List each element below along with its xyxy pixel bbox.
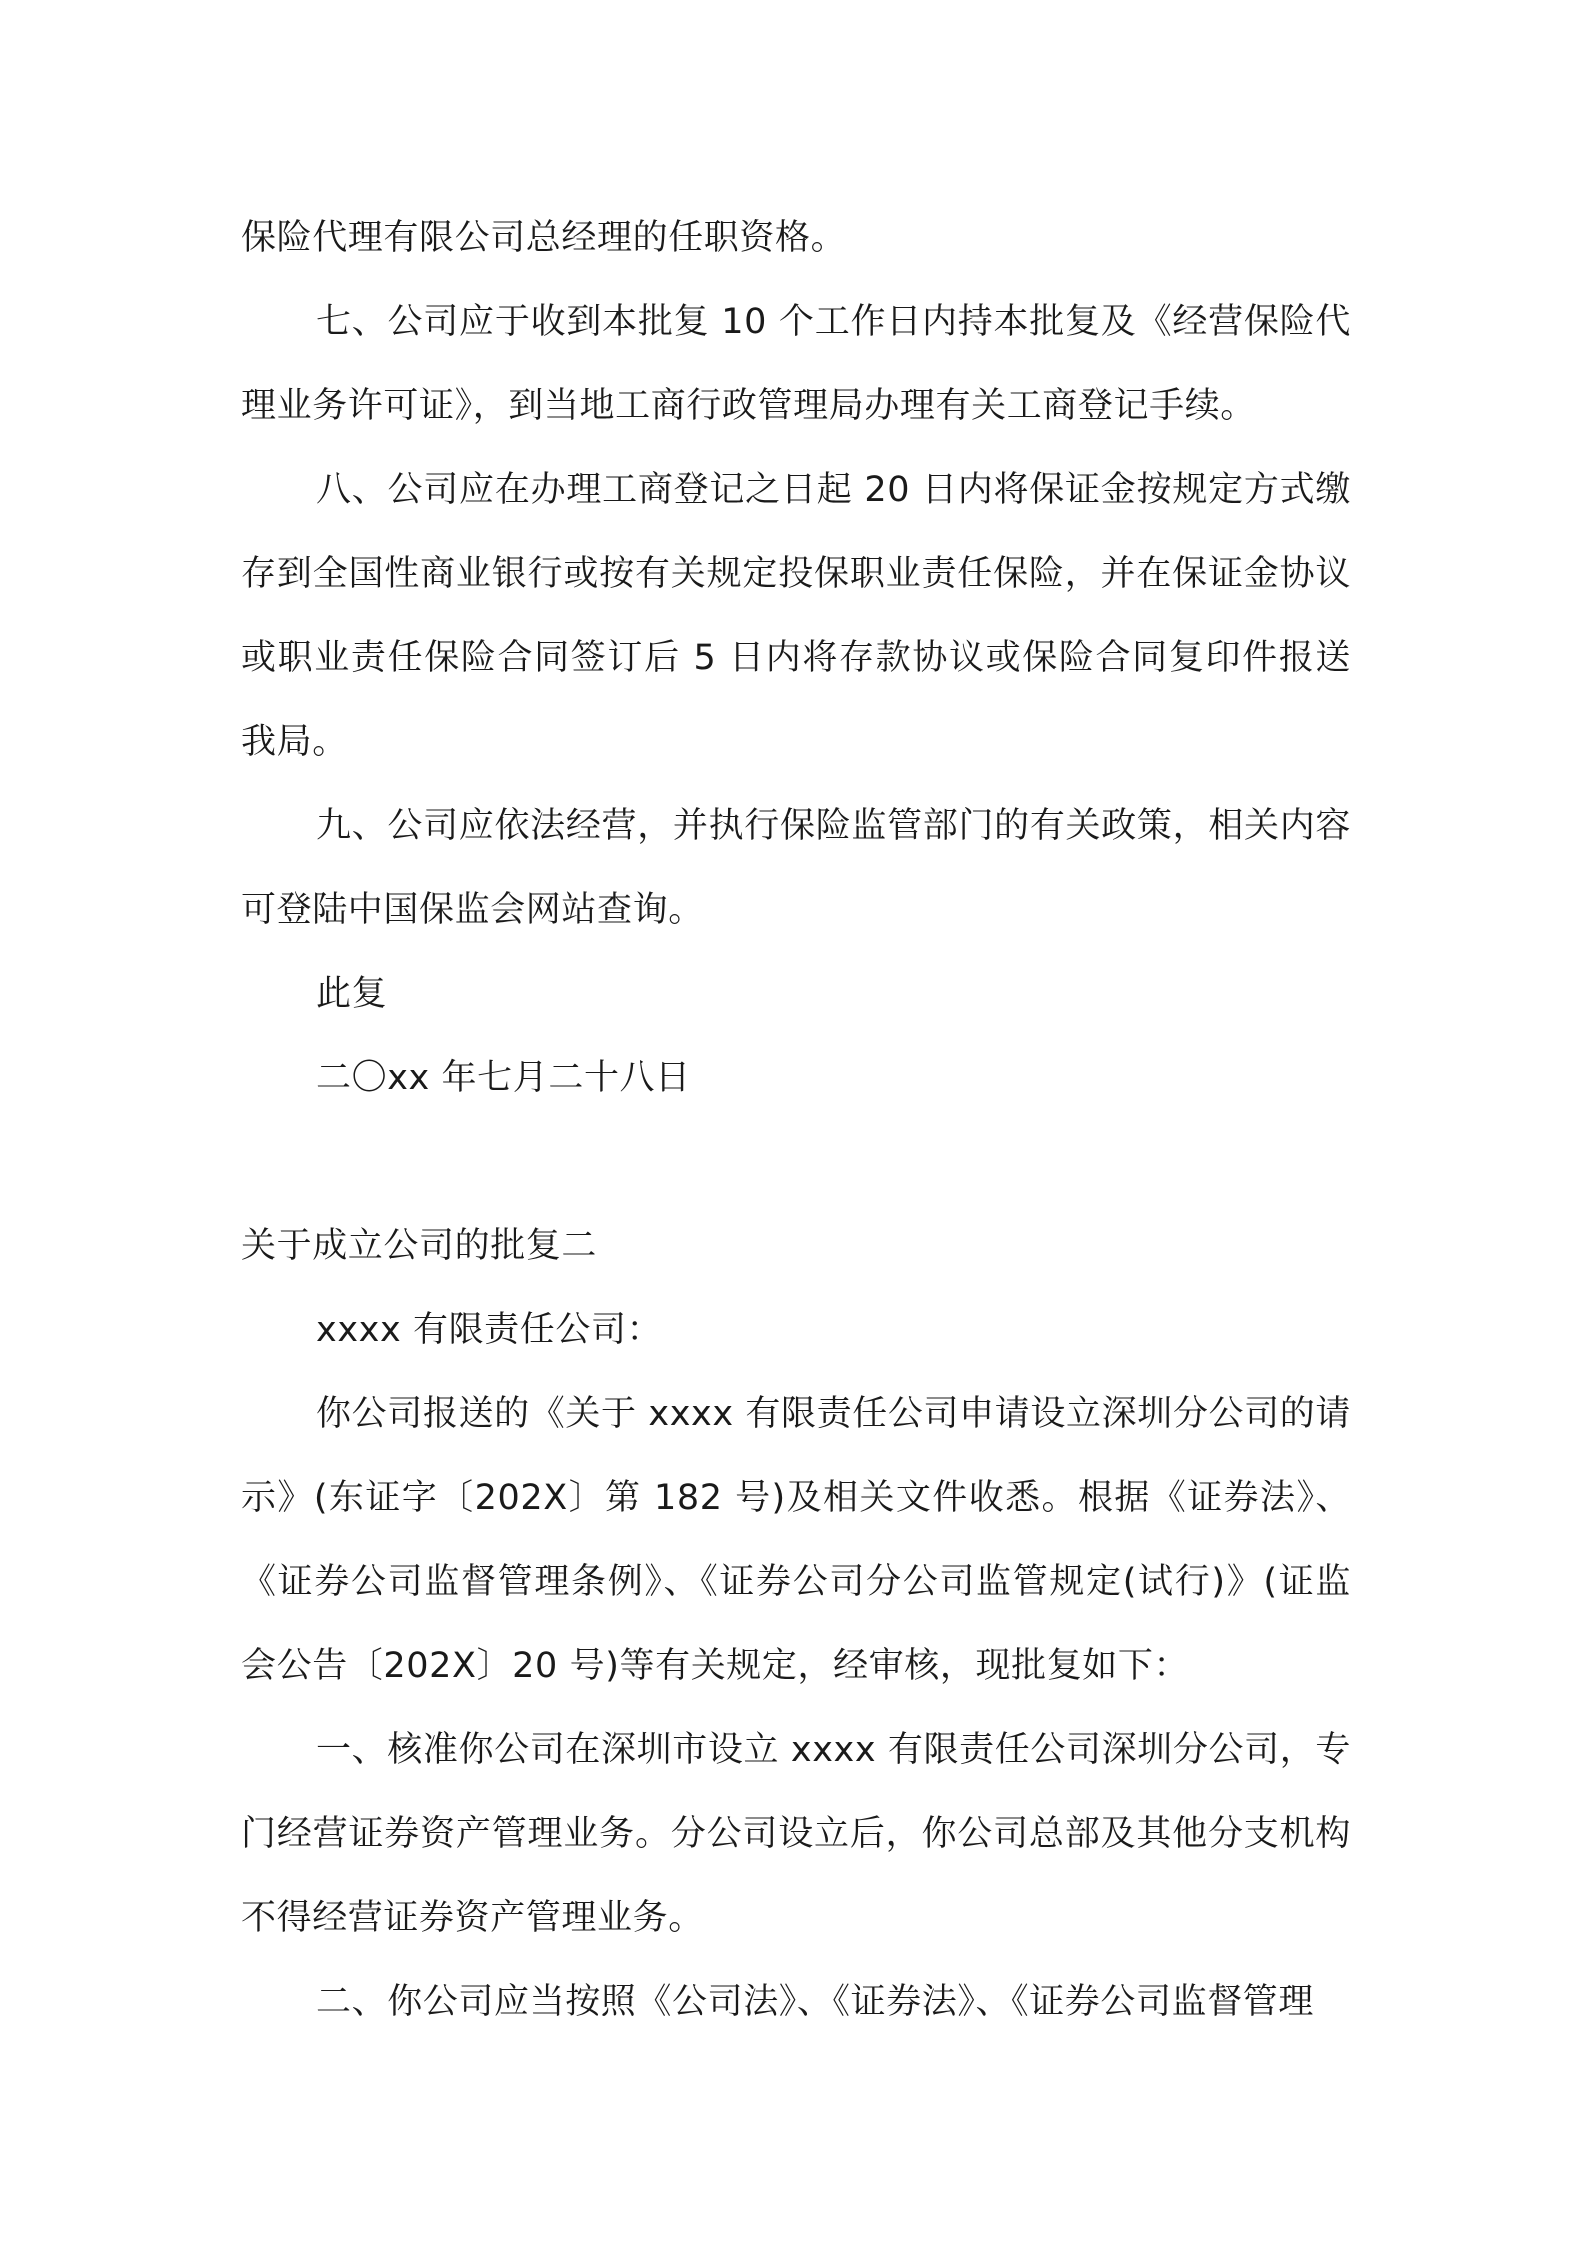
paragraph-intro: 你公司报送的《关于 xxxx 有限责任公司申请设立深圳分公司的请示》(东证字〔202X〕第 182 号)及相关文件收悉。根据《证券法》、《证券公司监督管理条例》、《证券公司分公司监管规定(试行)》(证监会公告〔202X〕20 号)等有关规定，经审核，现批复如下： bbox=[241, 1394, 1351, 1686]
addressee: xxxx 有限责任公司： bbox=[316, 1310, 663, 1350]
section-spacer bbox=[241, 1120, 1351, 1204]
closing-reply: 此复 bbox=[316, 974, 388, 1014]
paragraph-item-8: 八、公司应在办理工商登记之日起 20 日内将保证金按规定方式缴存到全国性商业银行或按有关规定投保职业责任保险，并在保证金协议或职业责任保险合同签订后 5 日内将存款协议或保险合同复印件报送我局。 bbox=[241, 470, 1351, 762]
document-body bbox=[241, 196, 1351, 2044]
paragraph-item-7: 七、公司应于收到本批复 10 个工作日内持本批复及《经营保险代理业务许可证》，到当地工商行政管理局办理有关工商登记手续。 bbox=[241, 302, 1351, 426]
section-title: 关于成立公司的批复二 bbox=[241, 1226, 598, 1266]
paragraph-item-2: 二、你公司应当按照《公司法》、《证券法》、《证券公司监督管理 bbox=[316, 1982, 1315, 2022]
paragraph-1: 保险代理有限公司总经理的任职资格。 bbox=[241, 218, 847, 258]
paragraph-item-9: 九、公司应依法经营，并执行保险监管部门的有关政策，相关内容可登陆中国保监会网站查询。 bbox=[241, 806, 1351, 930]
date-line: 二〇xx 年七月二十八日 bbox=[316, 1058, 691, 1098]
paragraph-item-1: 一、核准你公司在深圳市设立 xxxx 有限责任公司深圳分公司，专门经营证券资产管理业务。分公司设立后，你公司总部及其他分支机构不得经营证券资产管理业务。 bbox=[241, 1730, 1351, 1938]
